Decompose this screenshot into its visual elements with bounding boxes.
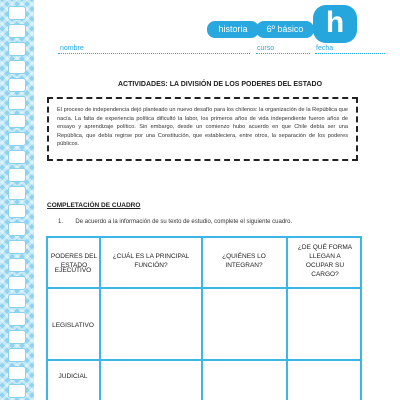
binder-hole [8,24,26,38]
header-cell-members: ¿QUIÉNES LO INTEGRAN? [222,253,266,269]
binder-hole [8,114,26,128]
table-border [99,236,101,400]
binder-hole [8,204,26,218]
header-cell-function: ¿CUÁL ES LA PRINCIPAL FUNCIÓN? [112,253,190,269]
binder-hole [8,96,26,110]
intro-textbox [47,97,358,161]
logo-icon: h [313,5,357,43]
table-border [46,287,362,289]
date-label: fecha [316,45,334,52]
binder-hole [8,60,26,74]
instruction-text: De acuerdo a la información de su texto de estudio, complete el siguiente cuadro. [75,219,293,225]
binder-hole [8,384,26,398]
binder-hole [8,150,26,164]
header-cell-appointment: ¿DE QUÉ FORMA LLEGAN A OCUPAR SU CARGO? [297,244,353,278]
table-border [46,359,362,361]
binder-hole [8,240,26,254]
date-line [315,53,385,54]
binder-hole [8,276,26,290]
binder-hole [8,312,26,326]
binder-hole [8,366,26,380]
binder-hole [8,186,26,200]
binder-hole [8,78,26,92]
binder-hole [8,330,26,344]
intro-paragraph: El proceso de independencia dejó planteado un nuevo desafío para los chilenos: la organización de la República que nacía. La falta de experiencia política dificultó la labor, los primeros años de vida independiente fueron años de ensayo y aprendizaje político. Sin embargo, desde un comienzo hubo acuerdo en que Chile debía ser una República, que debía regirse por una Constitución, que estableciera, entre otros, la separación de los poderes públicos. [57,107,348,148]
course-line [256,53,310,54]
name-line [58,53,250,54]
powers-table [46,236,362,400]
table-border [360,236,362,400]
instruction-number: 1. [58,219,64,225]
table-border [201,236,203,400]
binder-hole [8,132,26,146]
row-label-ejecutivo: EJECUTIVO [54,267,92,274]
subject-tag: historia [207,21,259,38]
table-border [46,236,362,238]
binder-hole [8,168,26,182]
binder-holes [8,0,26,400]
instruction [58,219,292,225]
binder-hole [8,294,26,308]
page-title: ACTIVIDADES: LA DIVISIÓN DE LOS PODERES DEL ESTADO [117,81,323,88]
table-border [286,236,288,400]
binder-hole [8,258,26,272]
binder-hole [8,348,26,362]
section-heading: COMPLETACIÓN DE CUADRO [47,202,141,209]
row-label-judicial: JUDICIAL [58,373,88,380]
binder-hole [8,6,26,20]
name-label: nombre [60,45,84,52]
row-label-legislativo: LEGISLATIVO [52,322,94,329]
binder-hole [8,222,26,236]
binder-hole [8,42,26,56]
course-label: curso [257,45,275,52]
header-cell-powers: PODERES DEL ESTADO [50,253,98,269]
grade-tag: 6º básico [256,21,314,38]
